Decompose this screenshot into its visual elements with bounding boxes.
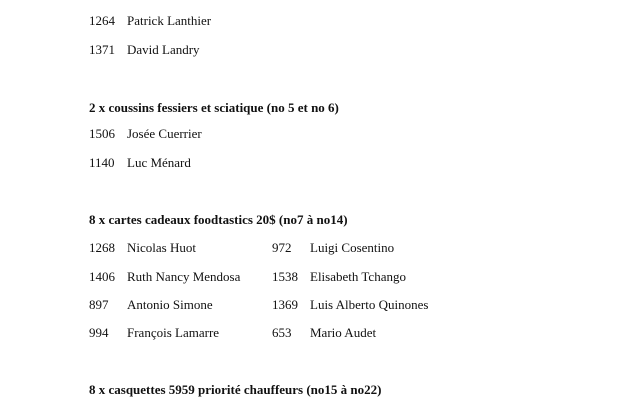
winner-name: Nicolas Huot: [127, 240, 196, 255]
list-item: [89, 13, 211, 29]
winner-name: Luis Alberto Quinones: [310, 297, 429, 312]
ticket-number: 1371: [89, 42, 115, 57]
winner-name: Patrick Lanthier: [127, 13, 212, 28]
section-heading: 2 x coussins fessiers et sciatique (no 5 et no 6): [89, 100, 339, 115]
section-heading: 8 x cartes cadeaux foodtastics 20$ (no7 à no14): [89, 212, 348, 227]
winner-name: Josée Cuerrier: [127, 126, 202, 141]
winner-name: Luigi Cosentino: [310, 240, 395, 255]
ticket-number: 897: [89, 297, 109, 312]
list-item: [272, 325, 376, 341]
ticket-number: 1268: [89, 240, 115, 255]
list-item: [272, 269, 406, 285]
list-item: [89, 155, 191, 171]
ticket-number: 1538: [272, 269, 298, 284]
list-item: [89, 126, 202, 142]
list-item: [89, 297, 213, 313]
winner-name: Elisabeth Tchango: [310, 269, 406, 284]
list-item: [89, 240, 196, 256]
winner-name: Antonio Simone: [127, 297, 213, 312]
ticket-number: 1140: [89, 155, 115, 170]
list-item: [89, 42, 200, 58]
ticket-number: 1264: [89, 13, 115, 28]
winner-name: François Lamarre: [127, 325, 220, 340]
ticket-number: 1406: [89, 269, 115, 284]
winner-name: Ruth Nancy Mendosa: [127, 269, 241, 284]
section-heading: 8 x casquettes 5959 priorité chauffeurs (no15 à no22): [89, 382, 382, 397]
list-item: [89, 269, 240, 285]
winner-name: Luc Ménard: [127, 155, 191, 170]
list-item: [272, 240, 394, 256]
ticket-number: 994: [89, 325, 109, 340]
list-item: [89, 325, 219, 341]
list-item: [272, 297, 428, 313]
winner-name: Mario Audet: [310, 325, 377, 340]
ticket-number: 653: [272, 325, 292, 340]
winner-name: David Landry: [127, 42, 200, 57]
ticket-number: 1506: [89, 126, 115, 141]
ticket-number: 972: [272, 240, 292, 255]
ticket-number: 1369: [272, 297, 298, 312]
